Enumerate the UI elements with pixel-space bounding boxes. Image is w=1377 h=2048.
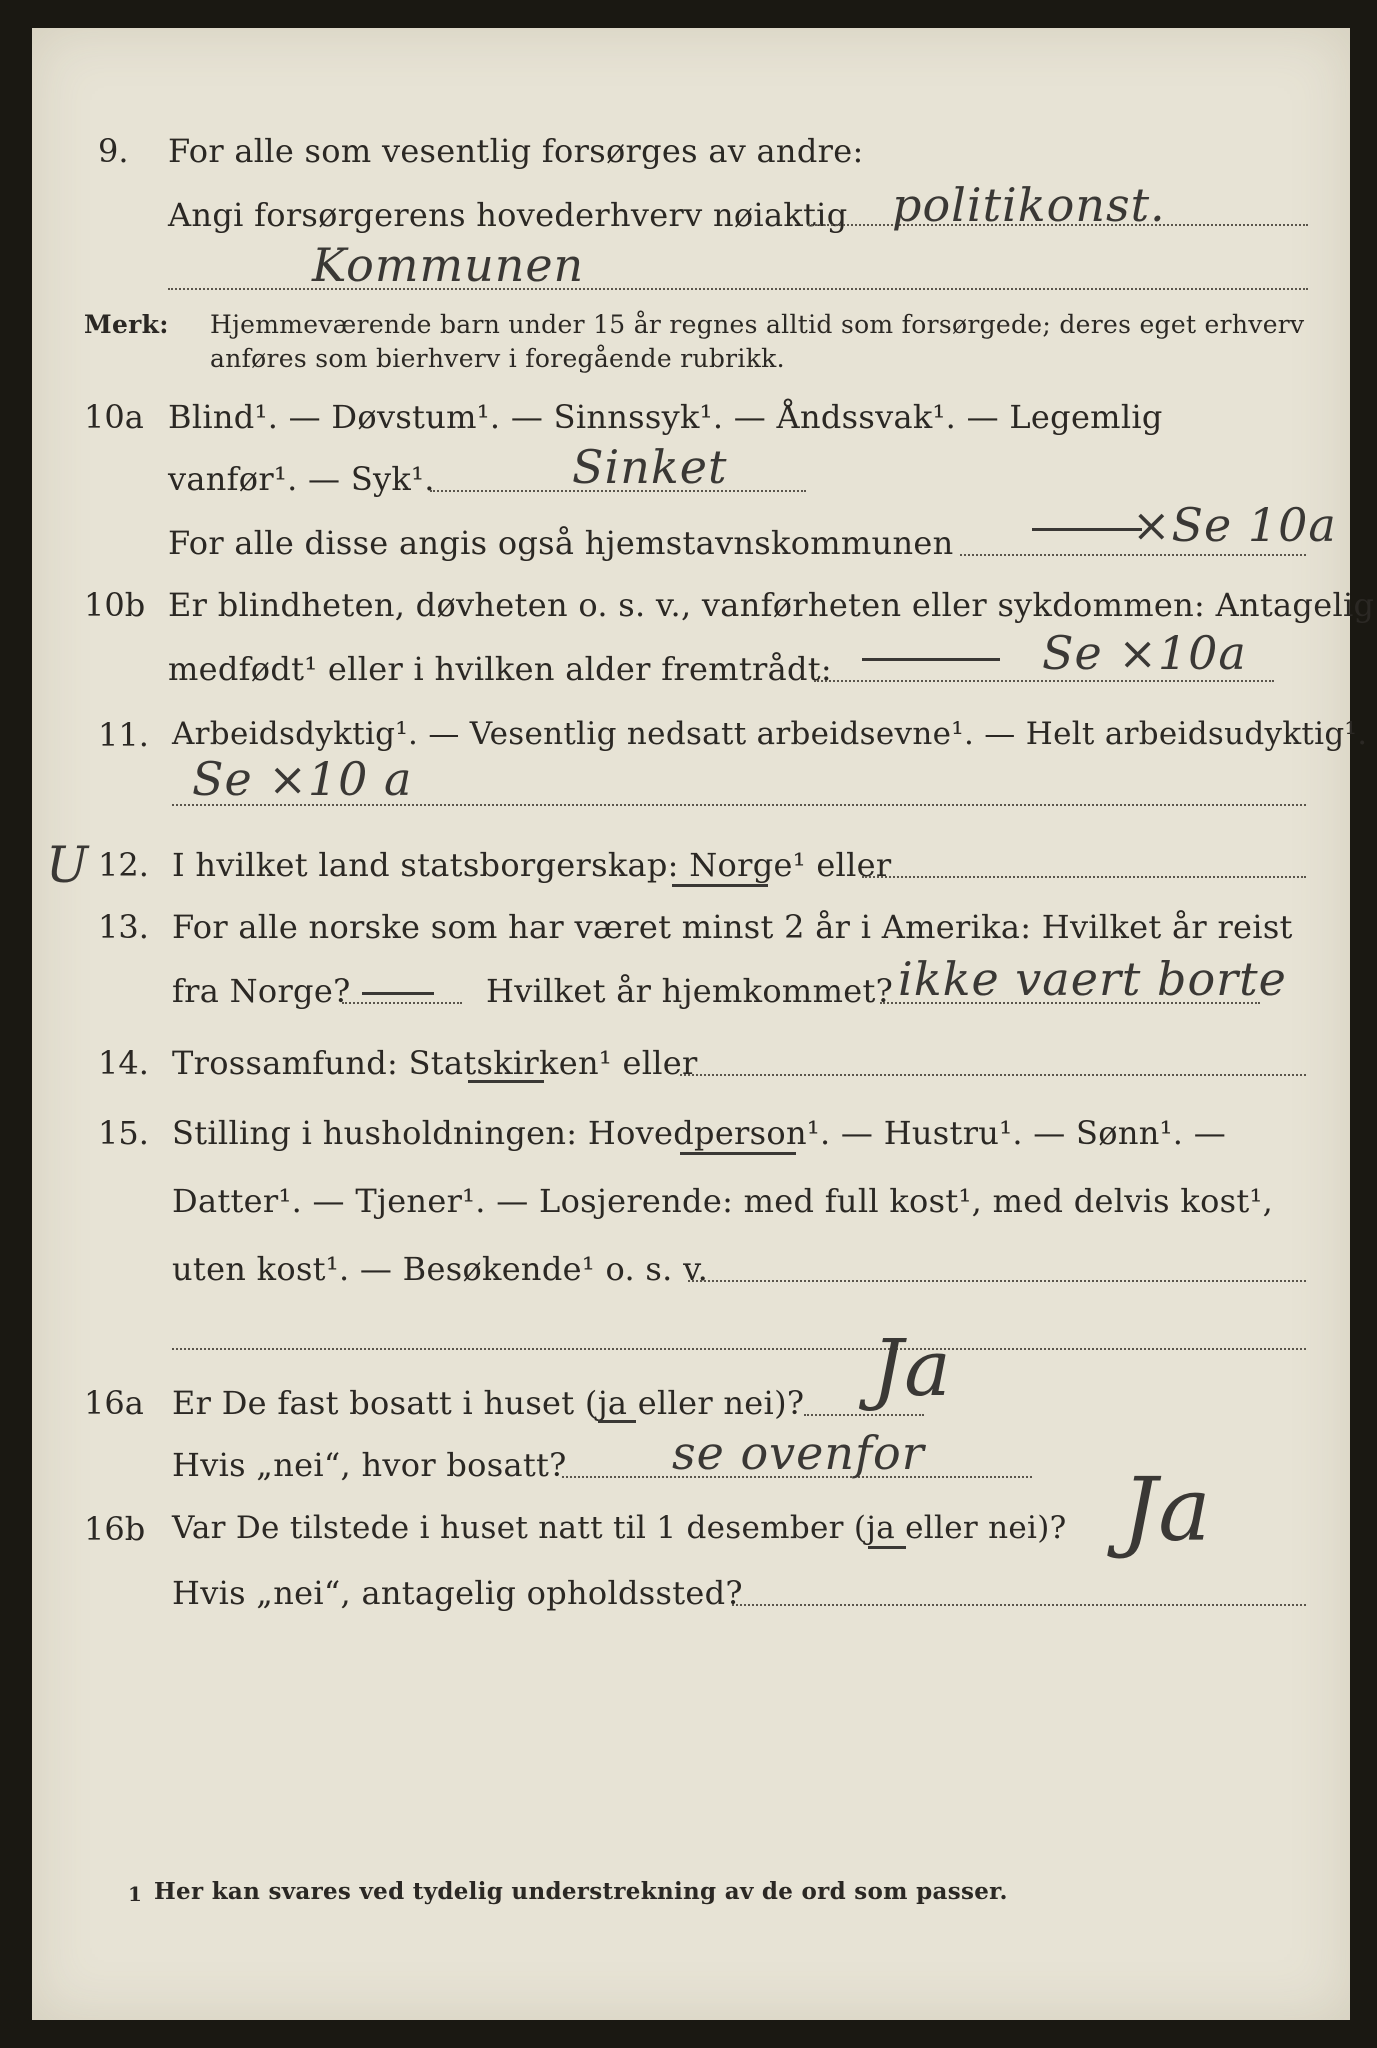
question-12-line1: I hvilket land statsborgerskap: Norge¹ eller bbox=[172, 846, 892, 884]
question-16b-underline-ja bbox=[868, 1546, 906, 1549]
question-12-underline-norge bbox=[672, 884, 768, 887]
question-16b-line1: Var De tilstede i huset natt til 1 desember (ja eller nei)? bbox=[172, 1510, 1067, 1546]
question-15-line1: Stilling i husholdningen: Hovedperson¹. — Hustru¹. — Sønn¹. — bbox=[172, 1114, 1227, 1152]
question-10b-number: 10b bbox=[84, 586, 146, 624]
question-14-answer-line bbox=[680, 1074, 1306, 1076]
question-14-line1: Trossamfund: Statskirken¹ eller bbox=[172, 1044, 698, 1082]
question-9-line1: For alle som vesentlig forsørges av andre: bbox=[168, 132, 864, 170]
question-13-answer: ikke vaert borte bbox=[898, 952, 1287, 1006]
question-13-number: 13. bbox=[98, 908, 149, 946]
question-10a-answer-illness: Sinket bbox=[572, 440, 728, 494]
question-10a-answer-home: ×Se 10a bbox=[1132, 498, 1337, 552]
question-15-answer-line-2 bbox=[172, 1348, 1306, 1350]
question-16a-underline-ja bbox=[598, 1420, 636, 1423]
question-12-number: 12. bbox=[98, 846, 149, 884]
question-10a-answer-line-2 bbox=[960, 554, 1306, 556]
question-16a-number: 16a bbox=[84, 1384, 144, 1422]
question-13-dash-stroke bbox=[362, 992, 434, 995]
question-12-answer-line bbox=[862, 876, 1306, 878]
question-14-number: 14. bbox=[98, 1044, 149, 1082]
question-11-number: 11. bbox=[98, 716, 149, 754]
question-13-line2a: fra Norge? bbox=[172, 972, 351, 1010]
question-11-line1: Arbeidsdyktig¹. — Vesentlig nedsatt arbeidsevne¹. — Helt arbeidsudyktig¹. bbox=[172, 716, 1368, 752]
question-10b-answer: Se ×10a bbox=[1042, 626, 1247, 680]
question-15-answer-line bbox=[688, 1280, 1306, 1282]
question-14-underline bbox=[468, 1080, 544, 1083]
question-9-answer-occupation: politikonst. bbox=[892, 178, 1166, 232]
question-9-line2: Angi forsørgerens hovederhverv nøiaktig bbox=[168, 196, 848, 234]
question-10b-dash-stroke bbox=[862, 658, 1000, 661]
question-16a-line2: Hvis „nei“, hvor bosatt? bbox=[172, 1446, 567, 1484]
question-13-line2b: Hvilket år hjemkommet? bbox=[486, 972, 894, 1010]
question-11-answer: Se ×10 a bbox=[192, 752, 413, 806]
question-10a-line2: vanfør¹. — Syk¹. bbox=[168, 460, 435, 498]
question-16b-number: 16b bbox=[84, 1510, 146, 1548]
footnote-mark: 1 bbox=[128, 1882, 143, 1906]
question-13-line1: For alle norske som har været minst 2 år i Amerika: Hvilket år reist bbox=[172, 908, 1293, 946]
question-15-number: 15. bbox=[98, 1114, 149, 1152]
question-16b-answer-line bbox=[732, 1604, 1306, 1606]
question-16a-answer-where: se ovenfor bbox=[672, 1426, 925, 1480]
question-10a-number: 10a bbox=[84, 398, 144, 436]
question-12-margin-mark: U bbox=[46, 836, 90, 894]
note-line1: Hjemmeværende barn under 15 år regnes alltid som forsørgede; deres eget erhverv bbox=[210, 310, 1305, 339]
question-10a-line1: Blind¹. — Døvstum¹. — Sinnssyk¹. — Åndssvak¹. — Legemlig bbox=[168, 398, 1163, 436]
question-16a-line1: Er De fast bosatt i huset (ja eller nei)? bbox=[172, 1384, 805, 1422]
question-15-underline-hovedperson bbox=[680, 1152, 796, 1155]
question-10b-line2: medfødt¹ eller i hvilken alder fremtrådt: bbox=[168, 650, 832, 688]
question-16a-answer-ja: Ja bbox=[872, 1324, 952, 1414]
question-10a-line3: For alle disse angis også hjemstavnskommunen bbox=[168, 524, 954, 562]
question-9-number: 9. bbox=[98, 132, 129, 170]
question-15-line3: uten kost¹. — Besøkende¹ o. s. v. bbox=[172, 1250, 709, 1288]
question-16b-line2: Hvis „nei“, antagelig opholdssted? bbox=[172, 1574, 743, 1612]
census-form-page bbox=[32, 28, 1375, 2020]
question-15-line2: Datter¹. — Tjener¹. — Losjerende: med full kost¹, med delvis kost¹, bbox=[172, 1182, 1274, 1220]
question-9-answer-provider: Kommunen bbox=[312, 238, 585, 292]
question-10b-line1: Er blindheten, døvheten o. s. v., vanførheten eller sykdommen: Antagelig bbox=[168, 586, 1375, 624]
footnote-text: Her kan svares ved tydelig understrekning av de ord som passer. bbox=[154, 1878, 1008, 1905]
question-13-answer-line-1 bbox=[342, 1002, 462, 1004]
note-label: Merk: bbox=[84, 310, 169, 339]
question-10b-answer-line bbox=[814, 680, 1274, 682]
question-10a-dash-stroke bbox=[1032, 528, 1142, 531]
question-16b-answer-ja: Ja bbox=[1122, 1458, 1212, 1561]
note-line2: anføres som bierhverv i foregående rubrikk. bbox=[210, 344, 785, 373]
question-16a-answer-line-1 bbox=[804, 1414, 924, 1416]
